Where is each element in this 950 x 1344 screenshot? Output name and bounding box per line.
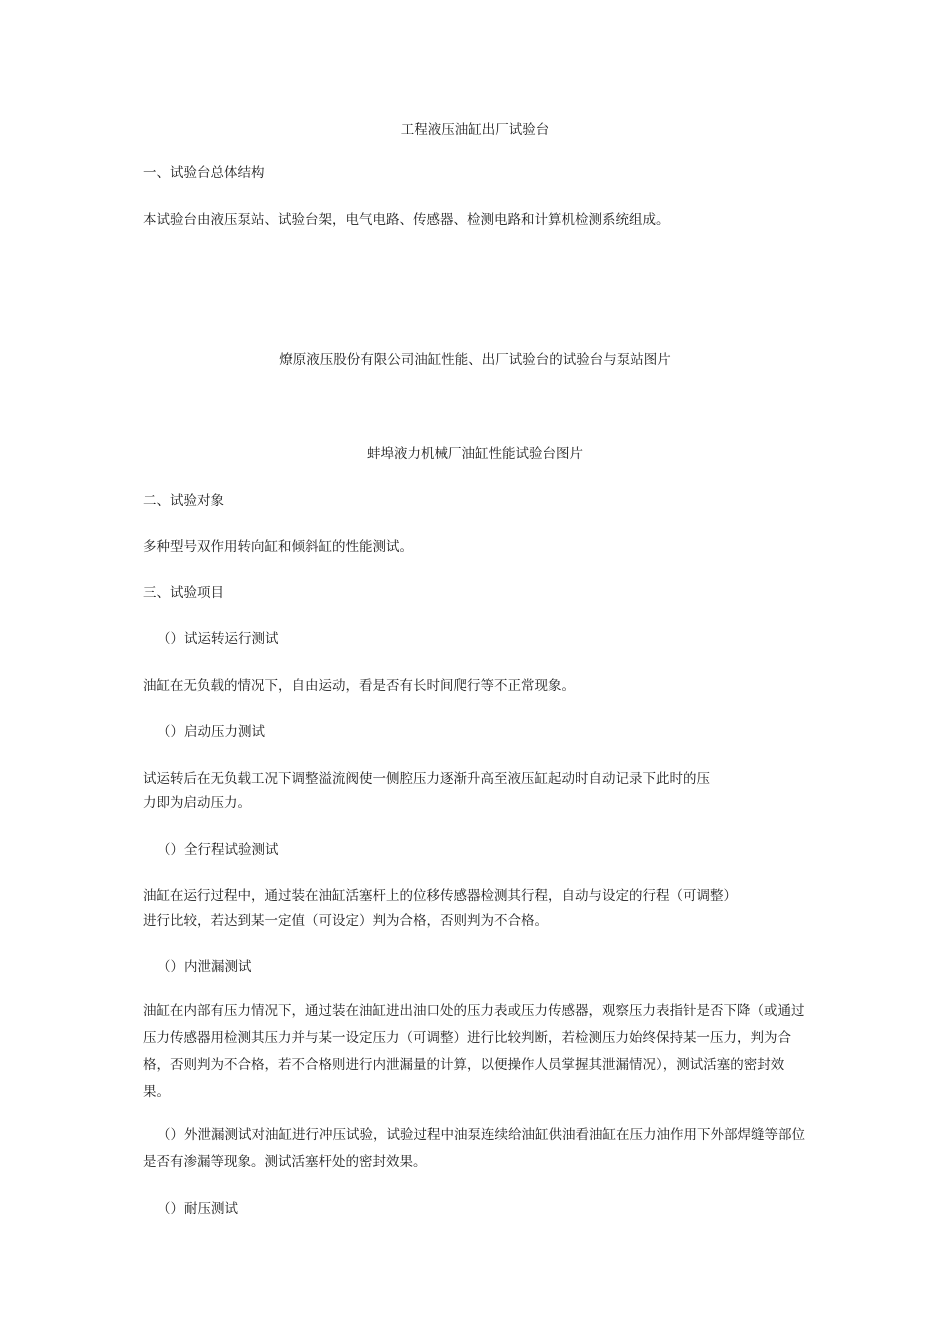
item-3-body-line-2: 进行比较，若达到某一定值（可设定）判为合格，否则判为不合格。 xyxy=(143,913,548,929)
item-2-body-line-2: 力即为启动压力。 xyxy=(143,795,251,811)
item-1-body: 油缸在无负载的情况下，自由运动，看是否有长时间爬行等不正常现象。 xyxy=(143,678,575,694)
item-4-heading: （）内泄漏测试 xyxy=(157,959,252,975)
document-title: 工程液压油缸出厂试验台 xyxy=(400,122,550,138)
section-2-heading: 二、试验对象 xyxy=(143,493,224,509)
section-1-heading: 一、试验台总体结构 xyxy=(143,165,265,181)
image-caption-1: 燎原液压股份有限公司油缸性能、出厂试验台的试验台与泵站图片 xyxy=(279,352,671,368)
item-6-heading: （）耐压测试 xyxy=(157,1201,238,1217)
item-4-body: 油缸在内部有压力情况下，通过装在油缸进出油口处的压力表或压力传感器，观察压力表指针是否下降（或通过压力传感器用检测其压力并与某一设定压力（可调整）进行比较判断，若检测压力始终保持某一压力，判为合格，否则判为不合格，若不合格则进行内泄漏量的计算，以便操作人员掌握其泄漏情况），测试活塞的密封效果。 xyxy=(143,1003,805,1100)
item-3-heading: （）全行程试验测试 xyxy=(157,842,279,858)
item-3-body-line-1: 油缸在运行过程中，通过装在油缸活塞杆上的位移传感器检测其行程，自动与设定的行程（可调整） xyxy=(143,888,737,904)
item-2-heading: （）启动压力测试 xyxy=(157,724,265,740)
item-5-body: （）外泄漏测试对油缸进行冲压试验，试验过程中油泵连续给油缸供油看油缸在压力油作用下外部焊缝等部位是否有渗漏等现象。测试活塞杆处的密封效果。 xyxy=(143,1127,805,1170)
item-2-body-line-1: 试运转后在无负载工况下调整溢流阀使一侧腔压力逐渐升高至液压缸起动时自动记录下此时的压 xyxy=(143,771,710,787)
item-1-heading: （）试运转运行测试 xyxy=(157,631,279,647)
section-3-heading: 三、试验项目 xyxy=(143,585,224,601)
section-2-body: 多种型号双作用转向缸和倾斜缸的性能测试。 xyxy=(143,539,413,555)
section-1-body: 本试验台由液压泵站、试验台架，电气电路、传感器、检测电路和计算机检测系统组成。 xyxy=(143,212,670,228)
image-caption-2: 蚌埠液力机械厂油缸性能试验台图片 xyxy=(367,446,583,462)
